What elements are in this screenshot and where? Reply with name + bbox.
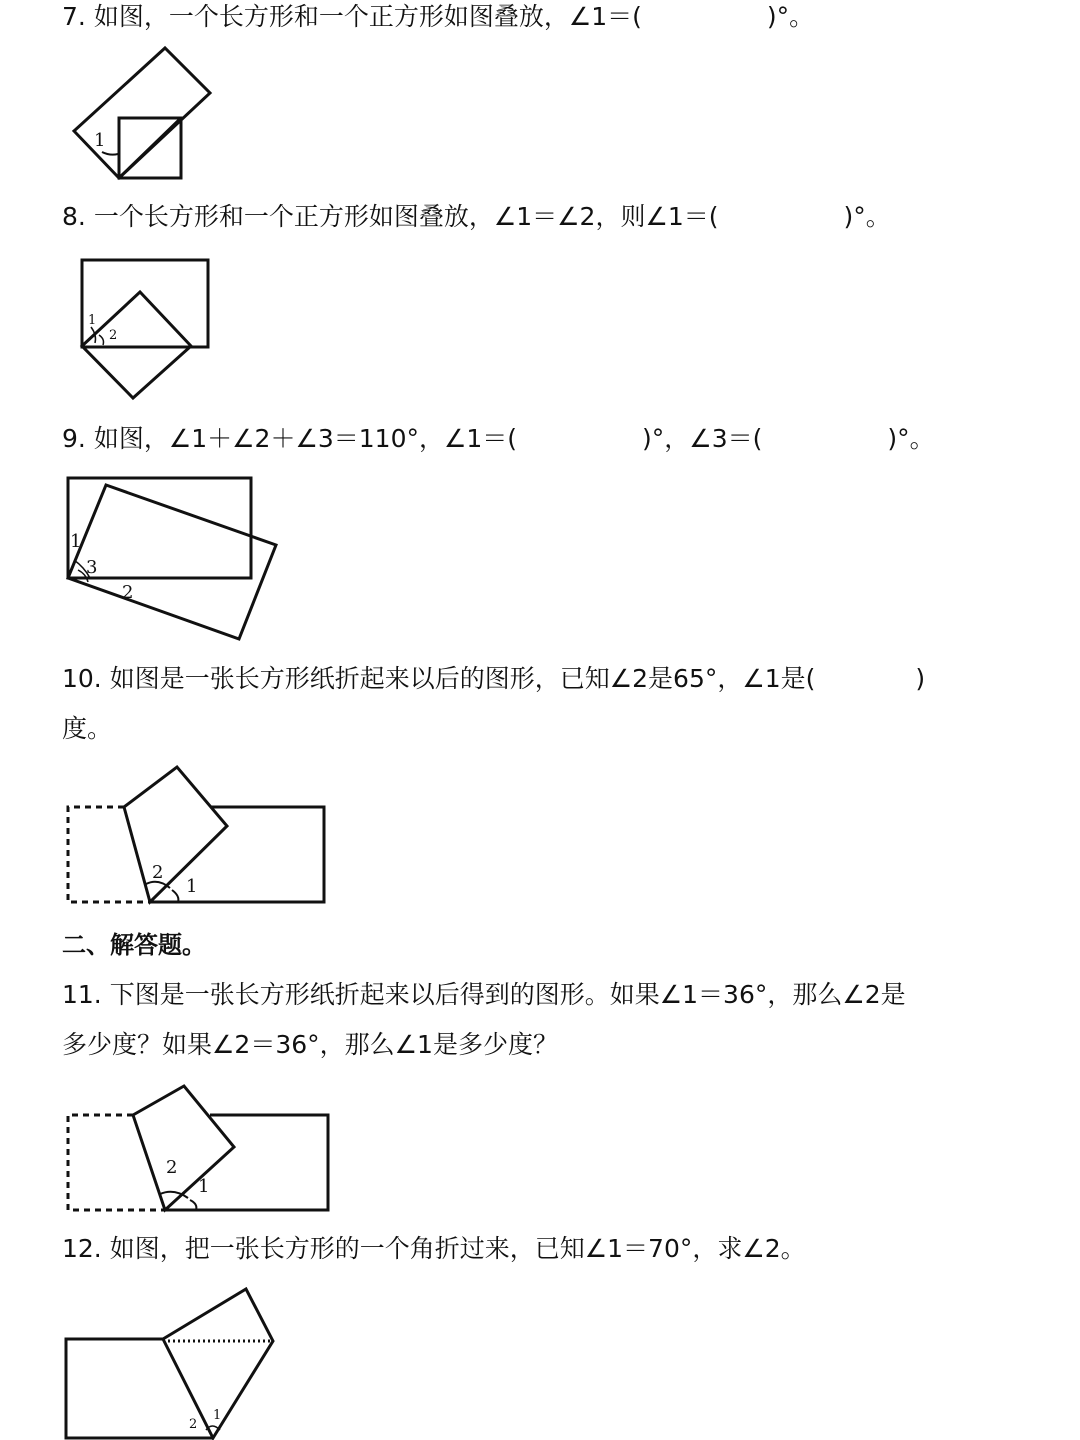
angle-label-2: 2 xyxy=(166,1157,178,1178)
angle-label-1: 1 xyxy=(198,1176,210,1197)
angle-label-1: 1 xyxy=(70,531,82,552)
question-number: 11. xyxy=(62,980,102,1009)
question-11 xyxy=(62,978,1060,1012)
question-text-line-2: 度。 xyxy=(62,714,113,743)
question-10 xyxy=(62,662,1060,696)
question-number: 9. xyxy=(62,424,86,453)
angle-label-1: 1 xyxy=(94,130,106,151)
angle-label-2: 2 xyxy=(109,328,118,343)
question-text: 一个长方形和一个正方形如图叠放，∠1＝∠2，则∠1＝( )°。 xyxy=(93,202,891,231)
question-8 xyxy=(62,200,1060,234)
question-text: 如图，把一张长方形的一个角折过来，已知∠1＝70°，求∠2。 xyxy=(109,1234,806,1263)
angle-label-2: 2 xyxy=(122,582,134,603)
question-number: 10. xyxy=(62,664,102,693)
section-heading: 二、解答题。 xyxy=(62,931,206,959)
angle-label-3: 3 xyxy=(86,557,98,578)
figure-q12 xyxy=(60,1282,285,1440)
angle-label-1: 1 xyxy=(88,313,97,328)
question-9 xyxy=(62,422,1060,456)
question-text-line-2: 多少度？如果∠2＝36°，那么∠1是多少度？ xyxy=(62,1030,558,1059)
question-text: 如图，一个长方形和一个正方形如图叠放，∠1＝( )°。 xyxy=(93,2,815,31)
angle-label-2: 2 xyxy=(189,1417,198,1432)
question-11-line-2 xyxy=(62,1028,1060,1062)
figure-q11 xyxy=(60,1080,340,1220)
angle-label-2: 2 xyxy=(152,862,164,883)
question-10-line-2 xyxy=(62,712,1060,746)
question-text-line-1: 如图是一张长方形纸折起来以后的图形，已知∠2是65°，∠1是( ) xyxy=(109,664,926,693)
question-number: 7. xyxy=(62,2,86,31)
angle-label-1: 1 xyxy=(186,876,198,897)
question-12 xyxy=(62,1232,1060,1266)
question-number: 8. xyxy=(62,202,86,231)
question-text: 如图，∠1＋∠2＋∠3＝110°，∠1＝( )°，∠3＝( )°。 xyxy=(93,424,935,453)
figure-q7 xyxy=(60,40,230,190)
question-number: 12. xyxy=(62,1234,102,1263)
question-text-line-1: 下图是一张长方形纸折起来以后得到的图形。如果∠1＝36°，那么∠2是 xyxy=(109,980,906,1009)
question-7 xyxy=(62,0,1060,34)
figure-q10 xyxy=(60,760,335,910)
figure-q9 xyxy=(60,472,290,647)
angle-label-1: 1 xyxy=(213,1408,222,1423)
figure-q8 xyxy=(75,255,220,405)
